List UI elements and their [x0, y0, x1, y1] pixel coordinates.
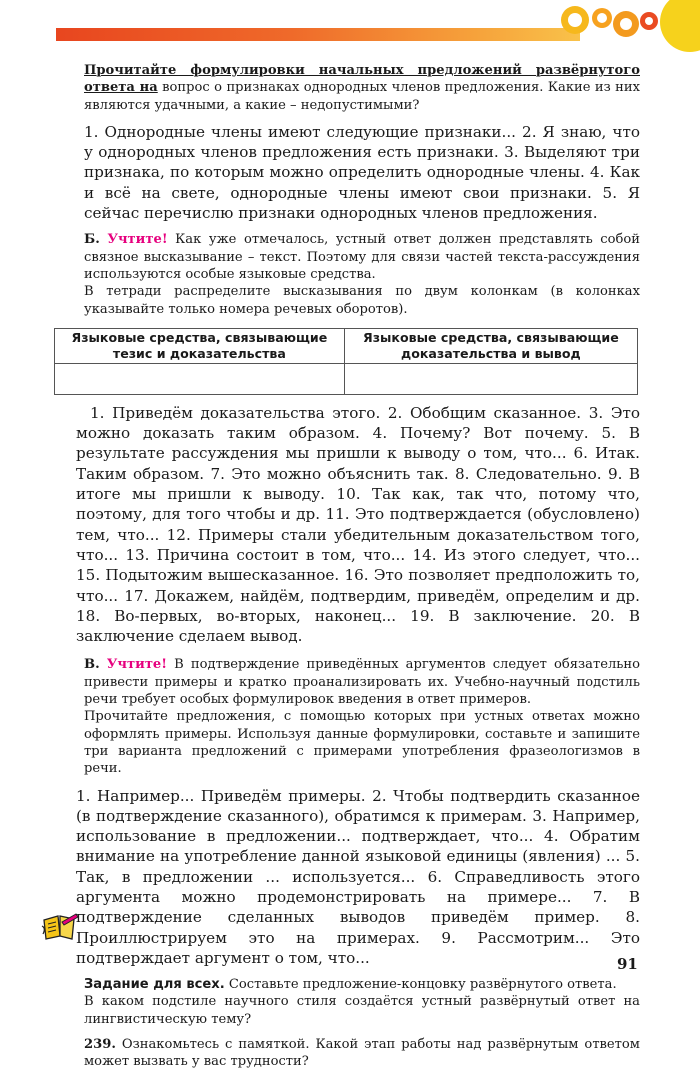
section-v-keyword: Учтите! — [106, 657, 168, 673]
table-cell-empty-1 — [55, 363, 345, 394]
table-header-col1: Языковые средства, связывающие тезис и доказательства — [55, 328, 345, 363]
table-cell-empty-2 — [344, 363, 637, 394]
section-b-letter: Б. — [84, 232, 100, 248]
exercise-239-text: Ознакомьтесь с памяткой. Какой этап работы над развёрнутым ответом может вызвать у вас трудности? — [84, 1037, 640, 1070]
page-content — [71, 62, 641, 1071]
table-header-col2: Языковые средства, связывающие доказательства и вывод — [344, 328, 637, 363]
header-color-bar — [56, 28, 580, 41]
section-v-letter: В. — [84, 657, 100, 673]
task-all — [84, 976, 640, 993]
task-all-label: Задание для всех. — [84, 977, 225, 993]
examples-list-1: 1. Однородные члены имеют следующие признаки... 2. Я знаю, что у однородных членов предложения есть признаки. 3. Выделяют три признака, по которым можно определить однородные члены. 4. Как и всё на свете, однородные члены имеют свои признаки. 5. Я сейчас перечислю признаки однородных членов предложения. — [84, 122, 640, 223]
intro-lead: Прочитайте формулировки начальных предложений развёрнутого ответа на — [84, 63, 640, 96]
section-v-task: Прочитайте предложения, с помощью которых при устных ответах можно оформлять примеры. Используя данные формулировки, составьте и запишите три варианта предложений с примерами употребления фразеологизмов в речи. — [84, 709, 640, 777]
exercise-239-number: 239. — [84, 1037, 116, 1053]
examples-list-2: 1. Приведём доказательства этого. 2. Обобщим сказанное. 3. Это можно доказать таким образом. 4. Почему? Вот почему. 5. В результате рассуждения мы пришли к выводу о том, что... 6. Итак. Таким образом. 7. Это можно объяснить так. 8. Следовательно. 9. В итоге мы пришли к выводу. 10. Так как, так что, потому что, поэтому, для того чтобы и др. 11. Это подтверждается (обусловлено) тем, что... 12. Примеры стали убедительным доказательством того, что... 13. Причина состоит в том, что... 14. Из этого следует, что... 15. Подытожим вышесказанное. 16. Это позволяет предположить то, что... 17. Докажем, найдём, подтвердим, приведём, определим и др. 18. Во-первых, во-вторых, наконец... 19. В заключение. 20. В заключение сделаем вывод. — [76, 403, 640, 646]
decorative-circles-icon — [550, 0, 700, 60]
section-b-note — [84, 231, 640, 283]
section-b-keyword: Учтите! — [107, 232, 168, 248]
section-v-note — [84, 656, 640, 708]
exercise-239 — [84, 1036, 640, 1071]
two-column-table — [54, 328, 638, 395]
notebook-pencil-icon — [40, 912, 80, 942]
page-number: 91 — [617, 955, 638, 973]
intro-text — [84, 62, 640, 114]
task-all-question: В каком подстиле научного стиля создаётся устный развёрнутый ответ на лингвистическую тему? — [84, 994, 640, 1027]
intro-rest: вопрос о признаках однородных членов предложения. Какие из них являются удачными, а какие – недопустимыми? — [84, 80, 640, 113]
section-v-text: В подтверждение приведённых аргументов следует обязательно привести примеры и кратко проанализировать их. Учебно-научный подстиль речи требует особых формулировок введения в ответ примеров. — [84, 657, 641, 708]
examples-list-3: 1. Например... Приведём примеры. 2. Чтобы подтвердить сказанное (в подтверждение сказанного), обратимся к примерам. 3. Например, использование в предложении... подтверждает, что... 4. Обратим внимание на употребление данной языковой единицы (явления) ... 5. Так, в предложении ... используется... 6. Справедливость этого аргумента можно продемонстрировать на примере... 7. В подтверждение сделанных выводов приведём пример. 8. Проиллюстрируем это на примерах. 9. Рассмотрим... Это подтверждает аргумент о том, что... — [76, 786, 640, 967]
task-all-text: Составьте предложение-концовку развёрнутого ответа. — [228, 977, 617, 993]
section-b-text: Как уже отмечалось, устный ответ должен представлять собой связное высказывание – текст. Поэтому для связи частей текста-рассуждения используются особые языковые средства. — [84, 232, 640, 282]
section-b-task: В тетради распределите высказывания по двум колонкам (в колонках указывайте только номера речевых оборотов). — [84, 284, 640, 317]
